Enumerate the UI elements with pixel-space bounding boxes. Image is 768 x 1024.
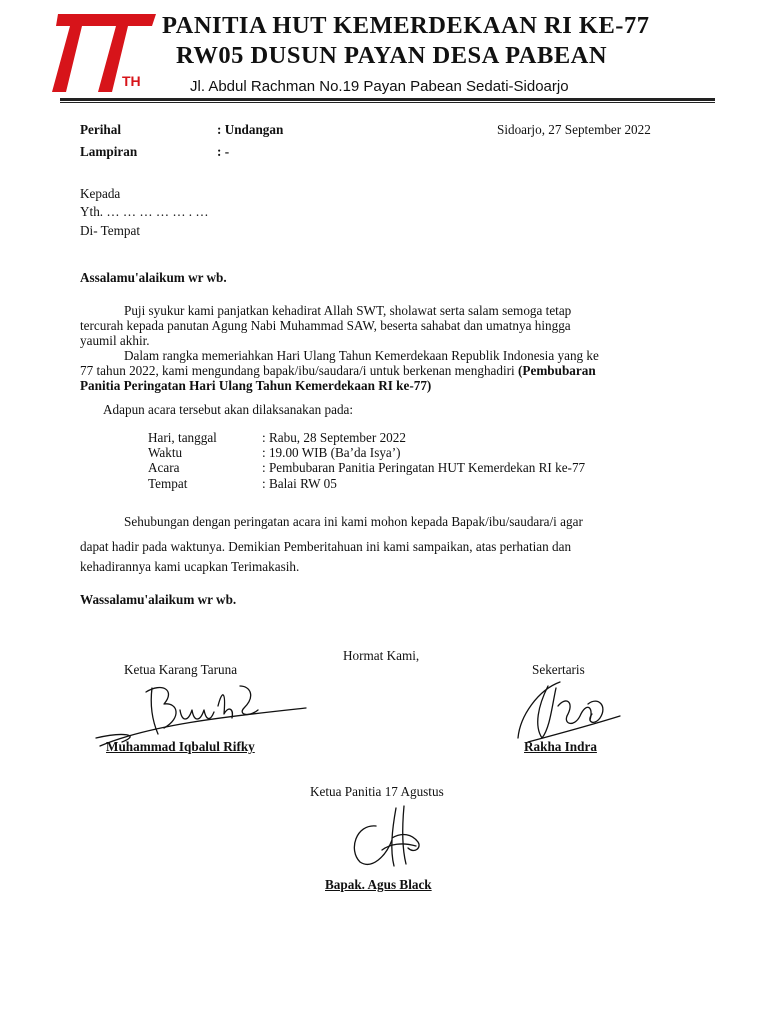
lampiran-value: : - <box>217 144 230 159</box>
center-signatory-name: Bapak. Agus Black <box>325 877 432 892</box>
perihal-value: : Undangan <box>217 122 284 137</box>
body-p1-line3: yaumil akhir. <box>80 333 150 348</box>
event-value-acara: : Pembubaran Panitia Peringatan HUT Kemerdekan RI ke-77 <box>262 460 586 475</box>
closing-line2: dapat hadir pada waktunya. Demikian Pemberitahuan ini kami sampaikan, atas perhatian dan <box>80 539 572 554</box>
event-value-waktu: : 19.00 WIB (Ba’da Isya’) <box>262 445 401 460</box>
lampiran-label: Lampiran <box>80 144 138 159</box>
body-p2-line2 <box>80 363 596 379</box>
event-label-tempat: Tempat <box>148 476 188 491</box>
letterhead-title-line2: RW05 DUSUN PAYAN DESA PABEAN <box>176 42 608 69</box>
body-p1-line2: tercurah kepada panutan Agung Nabi Muhammad SAW, beserta sahabat dan umatnya hingga <box>80 318 571 333</box>
recipient-kepada: Kepada <box>80 186 121 201</box>
event-label-hari: Hari, tanggal <box>148 430 217 445</box>
recipient-tempat: Di- Tempat <box>80 223 140 238</box>
right-signatory-name: Rakha Indra <box>524 739 597 754</box>
letterhead-title-line1: PANITIA HUT KEMERDEKAAN RI KE-77 <box>162 12 650 39</box>
body-p2-line2-bold: (Pembubaran <box>518 363 596 378</box>
event-value-hari: : Rabu, 28 September 2022 <box>262 430 406 445</box>
left-signatory-title: Ketua Karang Taruna <box>124 662 238 677</box>
body-p2-line2-plain: 77 tahun 2022, kami mengundang bapak/ibu/saudara/i untuk berkenan menghadiri <box>80 363 519 378</box>
closing-salam: Wassalamu'alaikum wr wb. <box>80 592 237 607</box>
event-value-tempat: : Balai RW 05 <box>262 476 337 491</box>
letterhead-divider-thin <box>60 102 715 103</box>
closing-line1: Sehubungan dengan peringatan acara ini kami mohon kepada Bapak/ibu/saudara/i agar <box>124 514 583 529</box>
logo-suffix-text: TH <box>122 73 141 89</box>
event-label-acara: Acara <box>148 460 180 475</box>
letterhead-address: Jl. Abdul Rachman No.19 Payan Pabean Sedati-Sidoarjo <box>190 78 569 95</box>
center-signature-image <box>346 800 436 874</box>
body-p2-line1: Dalam rangka memeriahkan Hari Ulang Tahun Kemerdekaan Republik Indonesia yang ke <box>124 348 599 363</box>
left-signatory-name: Muhammad Iqbalul Rifky <box>106 739 255 754</box>
closing-line3: kehadirannya kami ucapkan Terimakasih. <box>80 559 300 574</box>
body-p1-line1: Puji syukur kami panjatkan kehadirat Allah SWT, sholawat serta salam semoga tetap <box>124 303 572 318</box>
greeting: Assalamu'alaikum wr wb. <box>80 270 227 285</box>
hormat-kami: Hormat Kami, <box>343 648 420 663</box>
event-label-waktu: Waktu <box>148 445 183 460</box>
right-signatory-title: Sekertaris <box>532 662 585 677</box>
letterhead-divider <box>60 98 715 101</box>
body-p2-line3: Panitia Peringatan Hari Ulang Tahun Kemerdekaan RI ke-77) <box>80 378 432 393</box>
body-p3: Adapun acara tersebut akan dilaksanakan pada: <box>103 402 354 417</box>
center-signatory-title: Ketua Panitia 17 Agustus <box>310 784 444 799</box>
perihal-label: Perihal <box>80 122 122 137</box>
recipient-yth: Yth. … … … … … . … <box>80 204 209 219</box>
hut-77-logo <box>52 8 162 96</box>
place-date: Sidoarjo, 27 September 2022 <box>497 122 651 137</box>
